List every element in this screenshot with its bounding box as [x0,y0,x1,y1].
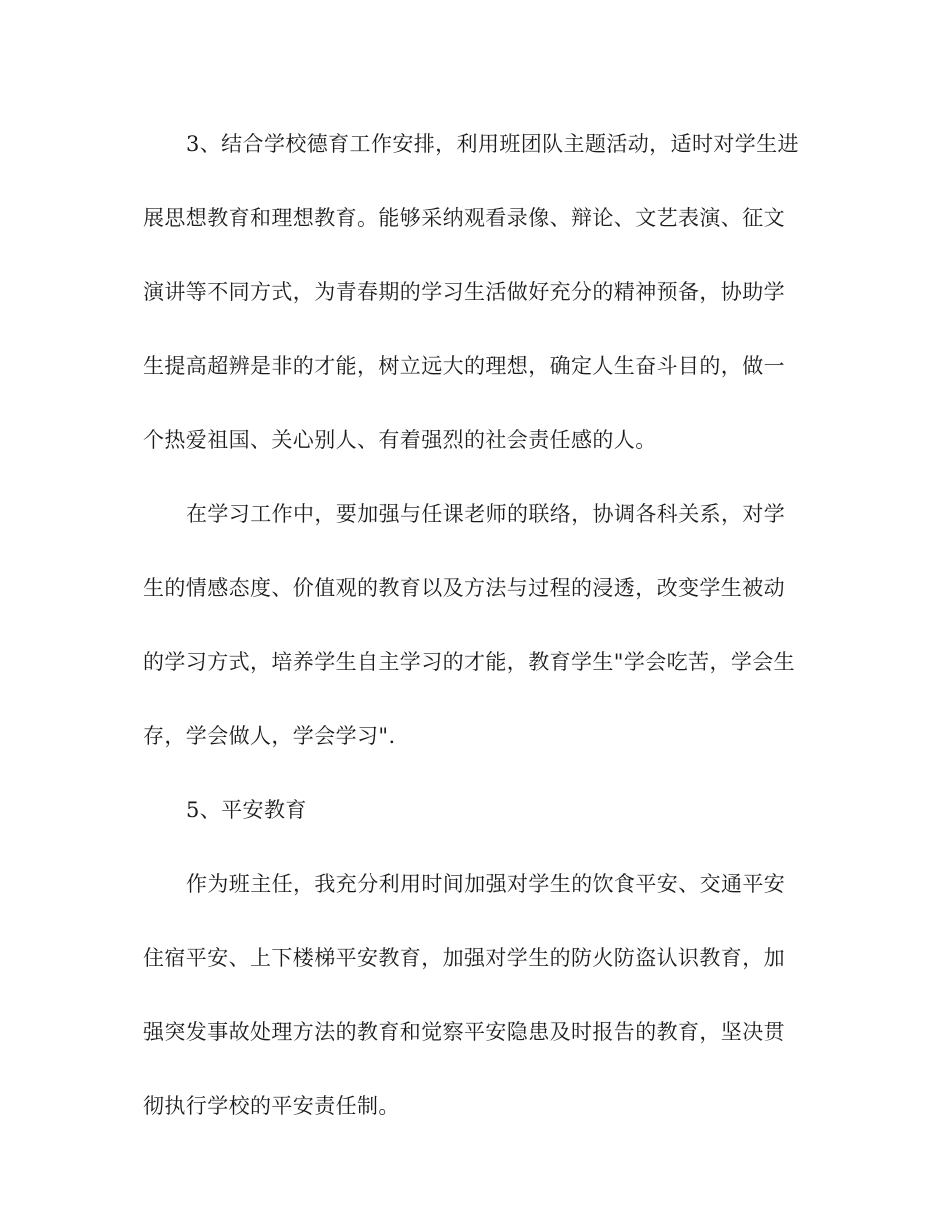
section-heading: 5、平安教育 [186,798,307,822]
paragraph-line: 在学习工作中，要加强与任课老师的联络，协调各科关系，对学 [186,502,786,526]
paragraph-line: 3、结合学校德育工作安排，利用班团队主题活动，适时对学生进 [186,132,799,156]
paragraph-line: 强突发事故处理方法的教育和觉察平安隐患及时报告的教育，坚决贯 [143,1020,785,1044]
paragraph-line: 生的情感态度、价值观的教育以及方法与过程的浸透，改变学生被动 [143,576,785,600]
paragraph-line: 的学习方式，培养学生自主学习的才能，教育学生"学会吃苦，学会生 [143,650,796,674]
paragraph-line: 生提高超辨是非的才能，树立远大的理想，确定人生奋斗目的，做一 [143,354,785,378]
paragraph-line: 展思想教育和理想教育。能够采纳观看录像、辩论、文艺表演、征文 [143,206,785,230]
paragraph-line: 彻执行学校的平安责任制。 [143,1094,400,1118]
paragraph-line: 住宿平安、上下楼梯平安教育，加强对学生的防火防盗认识教育，加 [143,946,785,970]
paragraph-line: 个热爱祖国、关心别人、有着强烈的社会责任感的人。 [143,428,657,452]
paragraph-line: 存，学会做人，学会学习". [143,724,396,748]
paragraph-line: 作为班主任，我充分利用时间加强对学生的饮食平安、交通平安 [186,872,786,896]
paragraph-line: 演讲等不同方式，为青春期的学习生活做好充分的精神预备，协助学 [143,280,785,304]
